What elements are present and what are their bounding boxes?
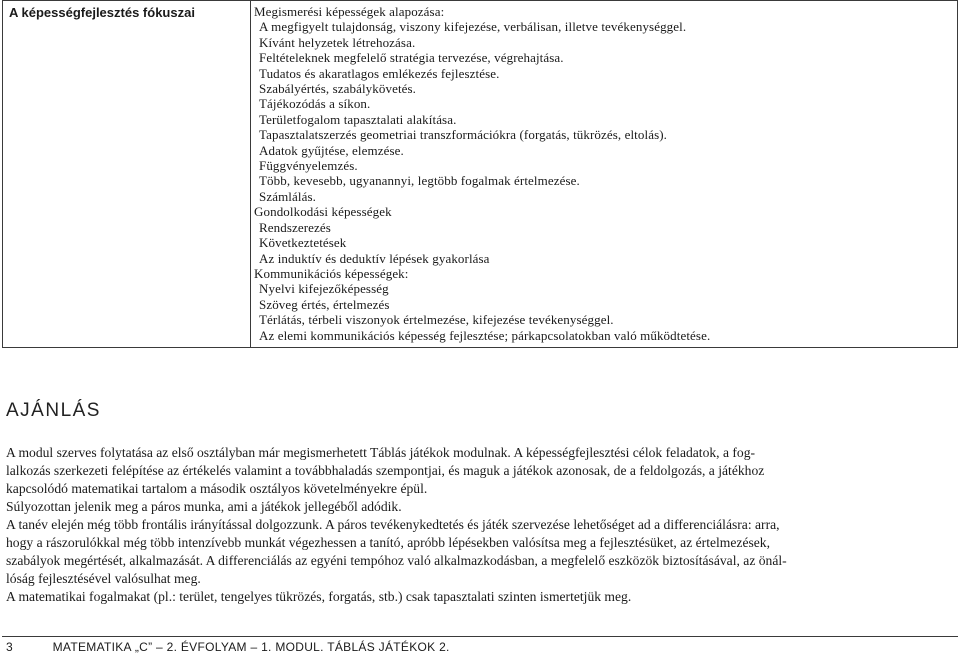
table-content-cell — [251, 1, 958, 348]
list-item: Szabályértés, szabálykövetés. — [259, 81, 417, 97]
skills-table — [2, 0, 958, 348]
list-item: Tudatos és akaratlagos emlékezés fejlesztése. — [259, 65, 500, 81]
list-item: Feltételeknek megfelelő stratégia tervezése, végrehajtása. — [259, 50, 564, 66]
body-line: A matematikai fogalmakat (pl.: terület, tengelyes tükrözés, forgatás, stb.) csak tapasztalati szinten ismertetjük meg. — [6, 589, 632, 604]
running-title: MATEMATIKA „C” – 2. ÉVFOLYAM – 1. MODUL. TÁBLÁS JÁTÉKOK 2. — [52, 640, 450, 654]
page-footer — [6, 640, 450, 654]
body-line: Súlyozottan jelenik meg a páros munka, ami a játékok jellegéből adódik. — [6, 499, 402, 514]
body-line: szabályok megértését, alkalmazását. A differenciálás az egyéni tempóhoz való alkalmazkodásban, a megfelelő eszközök biztosításával, az önál- — [6, 553, 787, 568]
table-label: A képességfejlesztés fókuszai — [9, 5, 195, 20]
footer-rule — [2, 636, 958, 637]
list-item: Adatok gyűjtése, elemzése. — [259, 142, 404, 158]
section-body — [6, 444, 956, 606]
body-line: lalkozás szerkezeti felépítése az értékelés valamint a továbbhaladás szempontjai, és maguk a játékok azonosak, de a feldolgozás, a játékhoz — [6, 463, 765, 478]
skill-list — [251, 1, 957, 343]
list-item: A megfigyelt tulajdonság, viszony kifejezése, verbálisan, illetve tevékenységgel. — [259, 19, 687, 35]
list-item: Kommunikációs képességek: — [254, 265, 409, 281]
list-item: Megismerési képességek alapozása: — [254, 4, 445, 19]
list-item: Tájékozódás a síkon. — [259, 96, 371, 112]
list-item: Az elemi kommunikációs képesség fejlesztése; párkapcsolatokban való működtetése. — [259, 327, 711, 343]
body-line: hogy a rászorulókkal még több intenzívebb munkát végezhessen a tanító, apróbb lépésekben valósítsa meg a fejlesztésüket, az értelmezések, — [6, 535, 770, 550]
body-line: A tanév elején még több frontális irányítással dolgozzunk. A páros tevékenykedtetés és játék szervezése lehetőséget ad a differenciálásra: arra, — [6, 517, 780, 532]
list-item: Területfogalom tapasztalati alakítása. — [259, 111, 457, 127]
list-item: Következtetések — [259, 235, 347, 251]
list-item: Kívánt helyzetek létrehozása. — [259, 34, 416, 50]
list-item: Nyelvi kifejezőképesség — [259, 281, 389, 297]
list-item: Függvényelemzés. — [259, 158, 358, 174]
list-item: Térlátás, térbeli viszonyok értelmezése, kifejezése tevékenységgel. — [259, 312, 614, 328]
body-line: A modul szerves folytatása az első osztályban már megismerhetett Táblás játékok modulnak. A képességfejlesztési célok feladatok, a fog- — [6, 445, 756, 460]
page-number: 3 — [6, 640, 13, 654]
list-item: Rendszerezés — [259, 219, 331, 235]
list-item: Az induktív és deduktív lépések gyakorlása — [259, 250, 490, 266]
body-line: lóság fejlesztésével valósulhat meg. — [6, 571, 201, 586]
list-item: Több, kevesebb, ugyanannyi, legtöbb fogalmak értelmezése. — [259, 173, 580, 189]
table-label-cell — [3, 1, 251, 348]
list-item: Szöveg értés, értelmezés — [259, 296, 390, 312]
table-row — [3, 1, 958, 348]
list-item: Gondolkodási képességek — [254, 204, 392, 220]
list-item: Tapasztalatszerzés geometriai transzformációkra (forgatás, tükrözés, eltolás). — [259, 127, 668, 143]
section-heading: AJÁNLÁS — [6, 400, 101, 421]
list-item: Számlálás. — [259, 188, 316, 204]
body-line: kapcsolódó matematikai tartalom a második osztályos követelményekre épül. — [6, 481, 428, 496]
